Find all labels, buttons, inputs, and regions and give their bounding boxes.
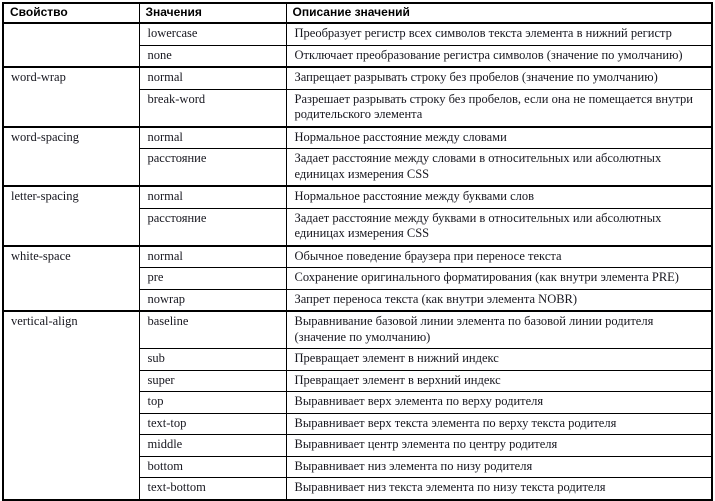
description-cell: Выравнивает верх текста элемента по верху текста родителя bbox=[286, 413, 712, 435]
header-row bbox=[3, 3, 712, 23]
description-cell: Обычное поведение браузера при переносе текста bbox=[286, 246, 712, 268]
description-cell: Разрешает разрывать строку без пробелов, если она не помещается внутри родительского элемента bbox=[286, 89, 712, 127]
column-header-description: Описание значений bbox=[286, 3, 712, 23]
property-cell: word-spacing bbox=[3, 127, 139, 187]
value-cell: normal bbox=[139, 246, 286, 268]
css-properties-table bbox=[2, 2, 713, 501]
value-cell: lowercase bbox=[139, 23, 286, 45]
description-cell: Выравнивает центр элемента по центру родителя bbox=[286, 435, 712, 457]
table-row bbox=[3, 186, 712, 208]
description-cell: Задает расстояние между словами в относительных или абсолютных единицах измерения CSS bbox=[286, 149, 712, 187]
value-cell: normal bbox=[139, 127, 286, 149]
value-cell: none bbox=[139, 45, 286, 67]
property-cell bbox=[3, 23, 139, 67]
value-cell: sub bbox=[139, 349, 286, 371]
description-cell: Превращает элемент в нижний индекс bbox=[286, 349, 712, 371]
description-cell: Выравнивает низ текста элемента по низу текста родителя bbox=[286, 478, 712, 500]
value-cell: text-bottom bbox=[139, 478, 286, 500]
table-row bbox=[3, 127, 712, 149]
table-row bbox=[3, 23, 712, 45]
description-cell: Запрет переноса текста (как внутри элемента NOBR) bbox=[286, 289, 712, 311]
table-row bbox=[3, 311, 712, 349]
property-cell: letter-spacing bbox=[3, 186, 139, 246]
value-cell: normal bbox=[139, 67, 286, 89]
description-cell: Отключает преобразование регистра символов (значение по умолчанию) bbox=[286, 45, 712, 67]
description-cell: Нормальное расстояние между буквами слов bbox=[286, 186, 712, 208]
value-cell: nowrap bbox=[139, 289, 286, 311]
description-cell: Нормальное расстояние между словами bbox=[286, 127, 712, 149]
value-cell: break-word bbox=[139, 89, 286, 127]
description-cell: Выравнивание базовой линии элемента по базовой линии родителя (значение по умолчанию) bbox=[286, 311, 712, 349]
value-cell: baseline bbox=[139, 311, 286, 349]
value-cell: pre bbox=[139, 268, 286, 290]
property-cell: white-space bbox=[3, 246, 139, 312]
table-row bbox=[3, 246, 712, 268]
description-cell: Запрещает разрывать строку без пробелов (значение по умолчанию) bbox=[286, 67, 712, 89]
value-cell: расстояние bbox=[139, 208, 286, 246]
column-header-values: Значения bbox=[139, 3, 286, 23]
table-row bbox=[3, 67, 712, 89]
description-cell: Преобразует регистр всех символов текста элемента в нижний регистр bbox=[286, 23, 712, 45]
value-cell: расстояние bbox=[139, 149, 286, 187]
property-cell: vertical-align bbox=[3, 311, 139, 500]
property-cell: word-wrap bbox=[3, 67, 139, 127]
value-cell: middle bbox=[139, 435, 286, 457]
table-header bbox=[3, 3, 712, 23]
value-cell: super bbox=[139, 370, 286, 392]
table-body bbox=[3, 23, 712, 500]
value-cell: bottom bbox=[139, 456, 286, 478]
description-cell: Превращает элемент в верхний индекс bbox=[286, 370, 712, 392]
column-header-property: Свойство bbox=[3, 3, 139, 23]
description-cell: Сохранение оригинального форматирования (как внутри элемента PRE) bbox=[286, 268, 712, 290]
description-cell: Выравнивает верх элемента по верху родителя bbox=[286, 392, 712, 414]
value-cell: normal bbox=[139, 186, 286, 208]
value-cell: top bbox=[139, 392, 286, 414]
description-cell: Задает расстояние между буквами в относительных или абсолютных единицах измерения CSS bbox=[286, 208, 712, 246]
value-cell: text-top bbox=[139, 413, 286, 435]
description-cell: Выравнивает низ элемента по низу родителя bbox=[286, 456, 712, 478]
